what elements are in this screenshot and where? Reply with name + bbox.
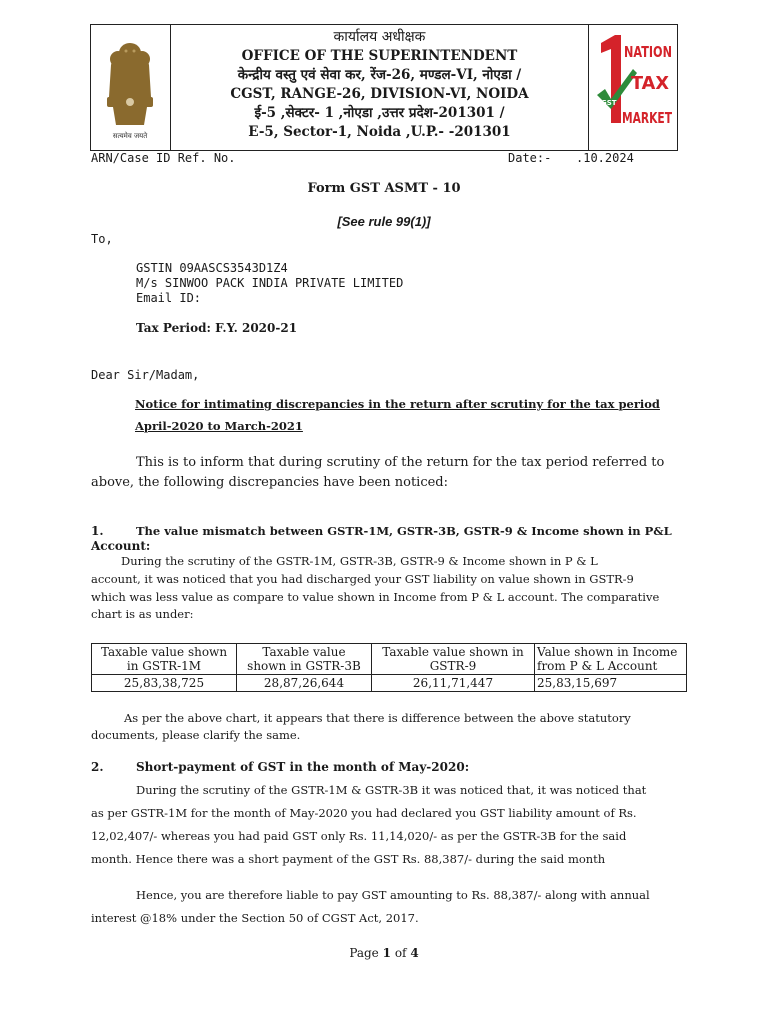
letterhead-box — [90, 24, 678, 151]
emblem-cell — [91, 25, 171, 150]
table-row — [92, 675, 687, 692]
point1-para-2: account, it was noticed that you had discharged your GST liability on value shown in GSTR-9 — [91, 572, 634, 586]
logo-market: MARKET — [622, 109, 673, 127]
subject-line-1: Notice for intimating discrepancies in the return after scrutiny for the tax period — [135, 397, 660, 411]
point2-number: 2. — [91, 760, 104, 774]
point1-para-3: which was less value as compare to value shown in Income from P & L account. The comparative — [91, 590, 660, 604]
point2-heading: Short-payment of GST in the month of May-2020: — [136, 760, 470, 774]
office-address — [170, 25, 589, 150]
page-footer — [0, 946, 768, 960]
table-cell: 25,83,38,725 — [92, 675, 237, 692]
point1-number: 1. — [91, 524, 104, 538]
table-header-cell: Value shown in Income from P & L Account — [535, 644, 687, 675]
table-cell: 28,87,26,644 — [237, 675, 372, 692]
salutation: Dear Sir/Madam, — [91, 368, 200, 382]
form-title: Form GST ASMT - 10 — [307, 181, 461, 196]
point1-after-1: As per the above chart, it appears that there is difference between the above statutory — [124, 711, 631, 725]
page-label: Page — [349, 946, 379, 960]
point2-para-4: month. Hence there was a short payment of the GST Rs. 88,387/- during the said month — [91, 852, 606, 866]
form-rule: [See rule 99(1)] — [337, 214, 431, 229]
point1-after-2: documents, please clarify the same. — [91, 728, 301, 742]
gstin: GSTIN 09AASCS3543D1Z4 — [136, 261, 288, 275]
point2-para-3: 12,02,407/- whereas you had paid GST only Rs. 11,14,020/- as per the GSTR-3B for the said — [91, 829, 627, 843]
page-total: 4 — [410, 946, 419, 960]
intro-line-2: above, the following discrepancies have been noticed: — [91, 475, 448, 490]
of-label: of — [394, 946, 407, 960]
point1-heading: The value mismatch between GSTR-1M, GSTR-3B, GSTR-9 & Income shown in P&L — [136, 524, 672, 538]
table-header-cell: Taxable value shown in GSTR-9 — [372, 644, 535, 675]
email-label: Email ID: — [136, 291, 202, 305]
table-header-cell: Taxable value shown in GSTR-3B — [237, 644, 372, 675]
nation-tax-market-logo — [588, 25, 677, 150]
point1-para-4: chart is as under: — [91, 607, 194, 621]
office-title-hindi: कार्यालय अधीक्षक — [333, 29, 426, 45]
comparative-chart-table — [91, 643, 687, 692]
to-label: To, — [91, 232, 113, 246]
point1-para-1: During the scrutiny of the GSTR-1M, GSTR-3B, GSTR-9 & Income shown in P & L — [121, 554, 598, 568]
point2-para2-2: interest @18% under the Section 50 of CGST Act, 2017. — [91, 911, 419, 925]
table-cell: 25,83,15,697 — [535, 675, 687, 692]
date-label: Date:- — [508, 151, 552, 165]
address-english: E-5, Sector-1, Noida ,U.P.- -201301 — [248, 124, 511, 140]
intro-line-1: This is to inform that during scrutiny of the return for the tax period referred to — [136, 455, 665, 470]
logo-tax: TAX — [631, 73, 670, 94]
point2-para-2: as per GSTR-1M for the month of May-2020 you had declared you GST liability amount of Rs. — [91, 806, 637, 820]
logo-tag: GST — [601, 99, 617, 107]
national-emblem-icon — [91, 25, 170, 150]
point1-heading-cont: Account: — [91, 539, 151, 553]
point2-para2-1: Hence, you are therefore liable to pay GST amounting to Rs. 88,387/- along with annual — [136, 888, 650, 902]
subject-line-2: April-2020 to March-2021 — [135, 419, 303, 433]
range-hindi: केन्द्रीय वस्तु एवं सेवा कर, रेंज-26, मण्डल-VI, नोएडा / — [237, 67, 522, 83]
page-number: 1 — [382, 946, 391, 960]
point2-para-1: During the scrutiny of the GSTR-1M & GSTR-3B it was noticed that, it was noticed that — [136, 783, 647, 797]
table-header-row — [92, 644, 687, 675]
address-hindi: ई-5 ,सेक्टर- 1 ,नोएडा ,उत्तर प्रदेश-201301 / — [254, 105, 505, 121]
logo-nation: NATION — [624, 43, 672, 61]
tax-period: Tax Period: F.Y. 2020-21 — [136, 321, 298, 335]
date-value: .10.2024 — [576, 151, 634, 165]
office-title: OFFICE OF THE SUPERINTENDENT — [241, 48, 518, 64]
table-header-cell: Taxable value shown in GSTR-1M — [92, 644, 237, 675]
range-english: CGST, RANGE-26, DIVISION-VI, NOIDA — [230, 86, 529, 102]
emblem-motto: सत्यमेव जयते — [112, 132, 148, 140]
arn-label: ARN/Case ID Ref. No. — [91, 151, 236, 165]
addressee-name: M/s SINWOO PACK INDIA PRIVATE LIMITED — [136, 276, 404, 290]
table-cell: 26,11,71,447 — [372, 675, 535, 692]
nation-tax-market-logo-icon — [589, 25, 677, 150]
